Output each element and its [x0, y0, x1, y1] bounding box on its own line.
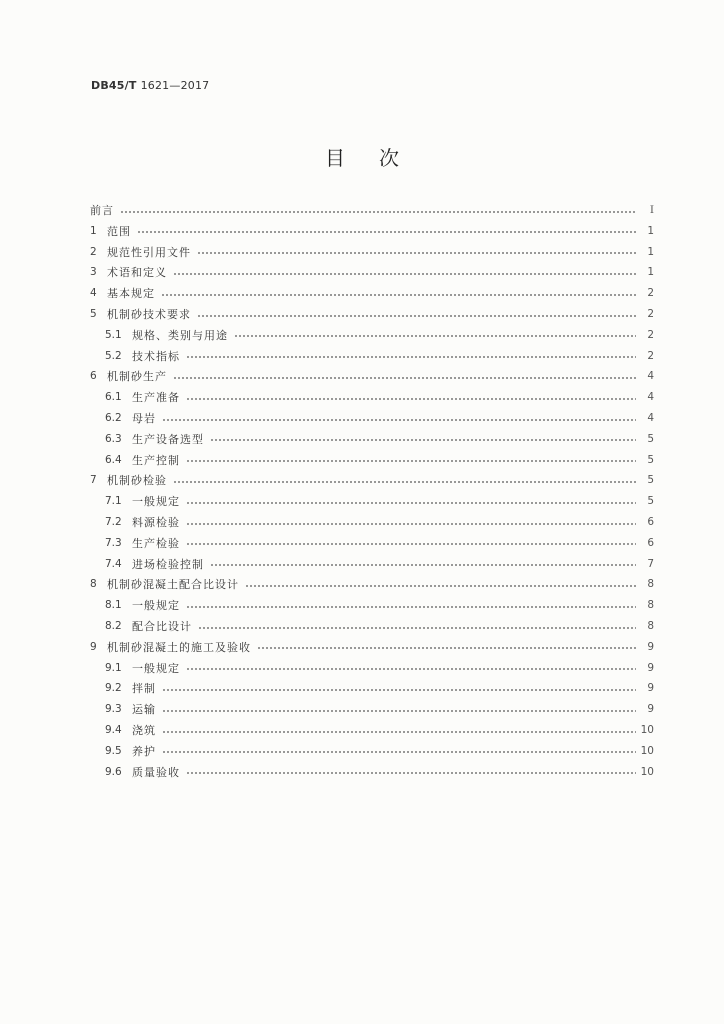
- toc-dot-leader: [234, 334, 636, 338]
- toc-entry-page: 1: [647, 245, 654, 258]
- toc-entry-title: 母岩: [132, 412, 156, 425]
- toc-entry-number: 7.3: [105, 536, 122, 549]
- toc-entry-number: 9.2: [105, 682, 122, 695]
- doc-number: 1621—2017: [140, 79, 210, 92]
- toc-entry-number: 8.2: [105, 620, 122, 632]
- toc-dot-leader: [186, 459, 636, 463]
- toc-entry-number: 9: [90, 640, 97, 653]
- toc-dot-leader: [197, 251, 636, 255]
- toc-entry[interactable]: [105, 346, 654, 366]
- toc-dot-leader: [120, 210, 636, 214]
- toc-entry-page: 9: [647, 703, 654, 716]
- toc-entry-title: 机制砂技术要求: [107, 308, 191, 321]
- toc-entry[interactable]: [90, 637, 654, 657]
- toc-entry[interactable]: [105, 678, 654, 698]
- toc-entry-page: 6: [647, 516, 654, 528]
- toc-entry[interactable]: [105, 762, 654, 782]
- toc-entry[interactable]: [90, 574, 654, 594]
- toc-entry-title: 一般规定: [132, 661, 180, 675]
- toc-entry-page: 4: [647, 370, 654, 383]
- toc-entry-title: 一般规定: [132, 495, 180, 509]
- toc-entry-title: 生产检验: [132, 536, 180, 550]
- toc-entry-number: 5.2: [105, 349, 122, 362]
- toc-entry-page: 9: [647, 661, 654, 674]
- toc-entry-number: 6: [90, 370, 97, 383]
- toc-entry-page: 6: [647, 536, 654, 549]
- toc-entry-number: 5: [90, 308, 97, 320]
- toc-entry-page: 10: [640, 744, 654, 757]
- toc-entry-title: 前言: [90, 204, 114, 217]
- toc-entry-title: 质量验收: [132, 765, 180, 779]
- toc-dot-leader: [257, 646, 636, 650]
- toc-entry[interactable]: [105, 325, 654, 345]
- toc-entry[interactable]: [105, 429, 654, 449]
- toc-entry[interactable]: [90, 242, 654, 262]
- toc-entry-number: 4: [90, 287, 97, 300]
- toc-entry-number: 1: [90, 224, 97, 237]
- toc-entry-page: 4: [647, 391, 654, 404]
- toc-dot-leader: [186, 542, 636, 546]
- toc-entry-page: 8: [647, 599, 654, 612]
- toc-dot-leader: [162, 709, 636, 713]
- toc-entry-page: Ⅰ: [649, 204, 654, 216]
- toc-entry-number: 8.1: [105, 599, 122, 612]
- toc-entry[interactable]: [105, 699, 654, 719]
- toc-dot-leader: [197, 314, 636, 318]
- toc-entry-page: 9: [647, 640, 654, 653]
- toc-entry[interactable]: [90, 366, 654, 386]
- toc-dot-leader: [162, 730, 636, 734]
- toc-dot-leader: [186, 667, 636, 671]
- toc-entry-page: 5: [647, 495, 654, 508]
- toc-entry[interactable]: [105, 491, 654, 511]
- toc-entry-title: 生产控制: [132, 453, 180, 467]
- toc-entry-page: 2: [647, 308, 654, 320]
- toc-entry[interactable]: [90, 283, 654, 303]
- toc-entry[interactable]: [105, 616, 654, 636]
- toc-dot-leader: [186, 605, 636, 609]
- toc-entry-page: 2: [647, 349, 654, 362]
- toc-entry-title: 生产准备: [132, 391, 180, 405]
- toc-dot-leader: [245, 584, 636, 588]
- toc-entry[interactable]: [105, 658, 654, 678]
- toc-dot-leader: [186, 522, 636, 526]
- toc-entry[interactable]: [105, 512, 654, 532]
- toc-entry-page: 8: [647, 578, 654, 591]
- toc-entry[interactable]: [90, 304, 654, 324]
- toc-entry-title: 运输: [132, 703, 156, 717]
- toc-dot-leader: [186, 397, 636, 401]
- toc-entry-number: 7.1: [105, 495, 122, 508]
- toc-entry-page: 1: [647, 224, 654, 237]
- toc-entry-title: 进场检验控制: [132, 557, 204, 571]
- toc-entry-title: 配合比设计: [132, 620, 192, 633]
- toc-dot-leader: [161, 293, 636, 297]
- doc-prefix: DB45/T: [91, 79, 137, 92]
- toc-dot-leader: [210, 563, 636, 567]
- page-title: 目次: [325, 146, 433, 170]
- toc-dot-leader: [173, 480, 636, 484]
- toc-dot-leader: [173, 272, 636, 276]
- toc-entry-title: 养护: [132, 744, 156, 758]
- toc-entry-page: 5: [647, 453, 654, 466]
- toc-entry-number: 8: [90, 578, 97, 591]
- toc-entry[interactable]: [105, 741, 654, 761]
- toc-entry[interactable]: [105, 387, 654, 407]
- toc-entry-title: 料源检验: [132, 516, 180, 529]
- toc-dot-leader: [198, 626, 636, 630]
- toc-entry-title: 浇筑: [132, 724, 156, 737]
- toc-entry-number: 7.4: [105, 557, 122, 570]
- toc-entry-title: 规格、类别与用途: [132, 328, 228, 342]
- toc-entry-number: 5.1: [105, 328, 122, 341]
- toc-entry-number: 6.4: [105, 453, 122, 466]
- toc-dot-leader: [162, 418, 636, 422]
- toc-entry-page: 8: [647, 620, 654, 632]
- toc-entry[interactable]: [90, 262, 654, 282]
- toc-entry-title: 生产设备选型: [132, 432, 204, 446]
- toc-entry-title: 机制砂生产: [107, 370, 167, 384]
- toc-entry-title: 规范性引用文件: [107, 245, 191, 259]
- toc-dot-leader: [137, 230, 636, 234]
- toc-entry[interactable]: [105, 720, 654, 740]
- toc-entry-number: 7.2: [105, 516, 122, 528]
- toc-dot-leader: [173, 376, 636, 380]
- toc-entry-page: 10: [640, 724, 654, 736]
- toc-dot-leader: [186, 771, 636, 775]
- toc-entry[interactable]: [90, 200, 654, 220]
- toc-entry-page: 2: [647, 328, 654, 341]
- toc-entry[interactable]: [105, 595, 654, 615]
- toc-dot-leader: [162, 750, 636, 754]
- toc-entry[interactable]: [90, 470, 654, 490]
- toc-dot-leader: [210, 438, 636, 442]
- toc-entry-number: 6.2: [105, 412, 122, 424]
- toc-entry-page: 5: [647, 432, 654, 445]
- toc-entry-number: 6.3: [105, 432, 122, 445]
- toc-entry-page: 1: [647, 266, 654, 279]
- document-code: [91, 79, 209, 92]
- toc-entry[interactable]: [90, 221, 654, 241]
- toc-entry-title: 机制砂检验: [107, 474, 167, 488]
- toc-entry-number: 9.4: [105, 724, 122, 736]
- toc-entry-title: 机制砂混凝土配合比设计: [107, 578, 239, 592]
- toc-entry-number: 3: [90, 266, 97, 279]
- toc-entry-title: 术语和定义: [107, 266, 167, 280]
- toc-entry[interactable]: [105, 533, 654, 553]
- toc-entry-number: 2: [90, 245, 97, 258]
- toc-entry-title: 一般规定: [132, 599, 180, 613]
- toc-entry-page: 2: [647, 287, 654, 300]
- toc-entry[interactable]: [105, 450, 654, 470]
- toc-dot-leader: [186, 355, 636, 359]
- toc-entry-page: 9: [647, 682, 654, 695]
- toc-entry-page: 4: [647, 412, 654, 424]
- toc-entry-title: 基本规定: [107, 287, 155, 301]
- toc-entry-number: 6.1: [105, 391, 122, 404]
- toc-entry-number: 9.5: [105, 744, 122, 757]
- toc-entry-page: 7: [647, 557, 654, 570]
- toc-entry[interactable]: [105, 554, 654, 574]
- toc-dot-leader: [186, 501, 636, 505]
- toc-entry-title: 技术指标: [132, 349, 180, 363]
- toc-entry-number: 7: [90, 474, 97, 487]
- toc-entry-title: 范围: [107, 224, 131, 238]
- toc-entry[interactable]: [105, 408, 654, 428]
- toc-entry-number: 9.6: [105, 765, 122, 778]
- toc-entry-title: 拌制: [132, 682, 156, 696]
- toc-entry-title: 机制砂混凝土的施工及验收: [107, 640, 251, 654]
- toc-entry-page: 5: [647, 474, 654, 487]
- toc-dot-leader: [162, 688, 636, 692]
- toc-entry-page: 10: [640, 765, 654, 778]
- toc-entry-number: 9.1: [105, 661, 122, 674]
- toc-entry-number: 9.3: [105, 703, 122, 716]
